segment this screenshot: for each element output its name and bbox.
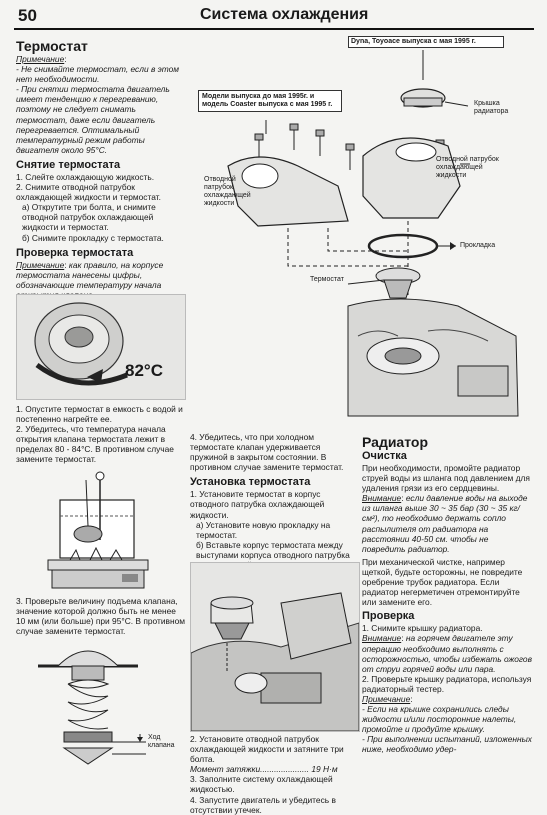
- cleaning-paragraph-1: При необходимости, промойте радиатор струей воды из шланга под давлением для удаления грязи из его сердцевины.: [362, 463, 530, 494]
- page-number: 50: [18, 6, 37, 25]
- install-heading: Установка термостата: [190, 476, 311, 489]
- middle-column: [190, 432, 358, 570]
- radiator-heading: Радиатор: [362, 434, 428, 450]
- radiator-check-1: 1. Снимите крышку радиатора.: [362, 623, 483, 634]
- gasket-label: Прокладка: [460, 242, 496, 249]
- radiator-note-2: - При выполнении испытаний, изложенных ниже, необходимо удер-: [362, 734, 532, 755]
- removal-step-2: 2. Снимите отводной патрубок охлаждающей жидкости и термостат.: [16, 182, 161, 203]
- removal-step-2a: а) Открутите три болта, и снимите отводной патрубок охлаждающей жидкости и термостат.: [22, 202, 156, 233]
- attention-label: Внимание: [362, 493, 402, 504]
- thermostat-heading: Термостат: [16, 38, 88, 54]
- left-column: Термостат Примечание: - Не снимайте термостат, если в этом нет необходимости. - При снятии термостата двигатель имеет тенденцию к перегреванию, поэтому не следует снимать термостат, даже если двигатель перегревается. Оптимальный температурный режим работы двигателя около 95°С. Снятие термостата 1. Слейте охлаждающую жидкость. 2. Снимите отводной патрубок охлаждающей жидкости и термостат. а) Открутите три болта, и снимите отводной патрубок охлаждающей жидкости и термостат. б) Снимите прокладку с термостата. Проверка термостата Примечание: как правило, на корпусе термостата нанесены цифры, обозначающие температуру начала: [16, 38, 186, 300]
- check-attention-label: Внимание: [362, 633, 402, 644]
- right-column: Радиатор Очистка При необходимости, промойте радиатор струей воды из шланга под давлением для удаления грязи из его сердцевины. Внимание: если давление воды на выходе из шланга выше 30 ~ 35 бар (30 ~ 35 кг/см²), то необходимо держать сопло распылителя от радиатора на расстоянии 40-50 см. чтобы не повредить радиатор. При механической чистке, например щеткой, будьте осторожны, не повредите оребрение трубок радиатора. Если радиатор негерметичен отремонтируйте или замените его. Проверка 1. Снимите крышку радиатора. Внимание: на горячем двигателе эту операцию необходимо выполнять с осторожностью, чтобы избежать ожогов от струи горячей воды или пара. 2. Проверьте крышку радиатора, используя радиаторный тестер. Примечание: - Если на крышке сохранились следы жидкости и/или посторонние налеты, промойте и продуйте крышку. - При выполнении испытаний, изложенных ниже, необходимо удер-: [362, 434, 534, 755]
- check-attention: на горячем двигателе эту операцию необходимо выполнять с осторожностью, чтобы избежать ожогов от струи горячей воды или пара.: [362, 633, 532, 674]
- header-rule: [14, 28, 534, 30]
- install-step-3: 3. Заполните систему охлаждающей жидкостью.: [190, 774, 333, 795]
- radiator-note-1: - Если на крышке сохранились следы жидкости и/или посторонние налеты, промойте и продуйте крышку.: [362, 704, 517, 735]
- install-step-2: 2. Установите отводной патрубок охлаждающей жидкости и затяните три болта.: [190, 734, 344, 765]
- heating-illustration: [40, 470, 160, 592]
- install-photo: [190, 562, 360, 732]
- torque-spec: Момент затяжки..................... 19 Н·м: [190, 764, 338, 775]
- outlet-label-left: Отводной патрубок охлаждающей жидкости: [204, 176, 251, 207]
- install-step-1a: а) Установите новую прокладку на термостат.: [196, 519, 331, 540]
- note-2: - При снятии термостата двигатель имеет тенденцию к перегреванию, поэтому не следует снимать термостат, даже если двигатель перегревается. Оптимальный температурный режим работы двигателя около 95°С.: [16, 84, 170, 155]
- check-step-3: 3. Проверьте величину подъема клапана, значение которой должно быть не менее 10 мм (или больше) при 95°С. В противном случае замените термостат.: [16, 596, 186, 637]
- valve-lift-illustration: [28, 636, 186, 776]
- check-radiator-heading: Проверка: [362, 610, 415, 623]
- install-step-1b: б) Вставьте корпус термостата между выступами корпуса отводного патрубка: [196, 539, 350, 560]
- middle-steps: [190, 734, 358, 815]
- dyna-caption: Dyna, Toyoace выпуска с мая 1995 г.: [348, 36, 504, 48]
- left-step-3: [16, 596, 186, 636]
- radiator-note-label: Примечание: [362, 693, 411, 704]
- check-note-label: Примечание: [16, 259, 65, 270]
- check-step-1: 1. Опустите термостат в емкость с водой и постепенно нагрейте ее.: [16, 404, 183, 425]
- removal-step-1: 1. Слейте охлаждающую жидкость.: [16, 171, 155, 182]
- temperature-stamp: 82°C: [125, 361, 163, 380]
- cleaning-attention: если давление воды на выходе из шланга выше 30 ~ 35 бар (30 ~ 35 кг/см²), то необходимо держать сопло распылителя от радиатора на расстоянии 40-50 см. чтобы не повредить радиатор.: [362, 493, 528, 554]
- left-steps: [16, 404, 186, 465]
- engine-drawing: [191, 563, 359, 731]
- install-step-4: 4. Запустите двигатель и убедитесь в отсутствии утечек.: [190, 794, 336, 815]
- note-1: - Не снимайте термостат, если в этом нет необходимости.: [16, 64, 180, 85]
- cleaning-heading: Очистка: [362, 450, 407, 462]
- radiator-check-2: 2. Проверьте крышку радиатора, используя радиаторный тестер.: [362, 673, 532, 694]
- check-heading: Проверка термостата: [16, 246, 134, 259]
- removal-step-2b: б) Снимите прокладку с термостата.: [22, 232, 164, 243]
- exploded-figure: [198, 36, 534, 428]
- check-step-4: 4. Убедитесь, что при холодном термостате клапан удерживается пружиной в закрытом состоянии. В противном случае замените термостат.: [190, 432, 344, 473]
- removal-heading: Снятие термостата: [16, 158, 121, 171]
- check-note: как правило, на корпусе термостата нанесены цифры, обозначающие температуру начала: [16, 259, 164, 290]
- valve-lift-drawing: [28, 636, 186, 776]
- cleaning-paragraph-2: При механической чистке, например щеткой, будьте осторожны, не повредите оребрение трубок радиатора. Если радиатор негерметичен отремонтируйте или замените его.: [362, 556, 523, 608]
- note-label: Примечание: [16, 54, 65, 64]
- check-step-2: 2. Убедитесь, что температура начала открытия клапана термостата лежит в пределах 80 - 84°С. В противном случае замените термостат.: [16, 424, 174, 465]
- install-step-1: 1. Установите термостат в корпус отводного патрубка охлаждающей жидкости.: [190, 489, 325, 520]
- outlet-label-right: Отводной патрубок охлаждающей жидкости: [436, 156, 499, 179]
- valve-lift-label: Ход клапана: [148, 734, 175, 749]
- heating-pot-drawing: [40, 470, 160, 592]
- chapter-title: Система охлаждения: [200, 6, 369, 23]
- models-caption: Модели выпуска до мая 1995г. и модель Coaster выпуска с мая 1995 г.: [198, 90, 342, 112]
- radiator-cap-label: Крышка радиатора: [474, 100, 509, 115]
- thermostat-label: Термостат: [310, 276, 344, 283]
- thermostat-drawing: [17, 295, 185, 399]
- thermostat-photo: [16, 294, 186, 400]
- exploded-view-drawing: [198, 36, 534, 428]
